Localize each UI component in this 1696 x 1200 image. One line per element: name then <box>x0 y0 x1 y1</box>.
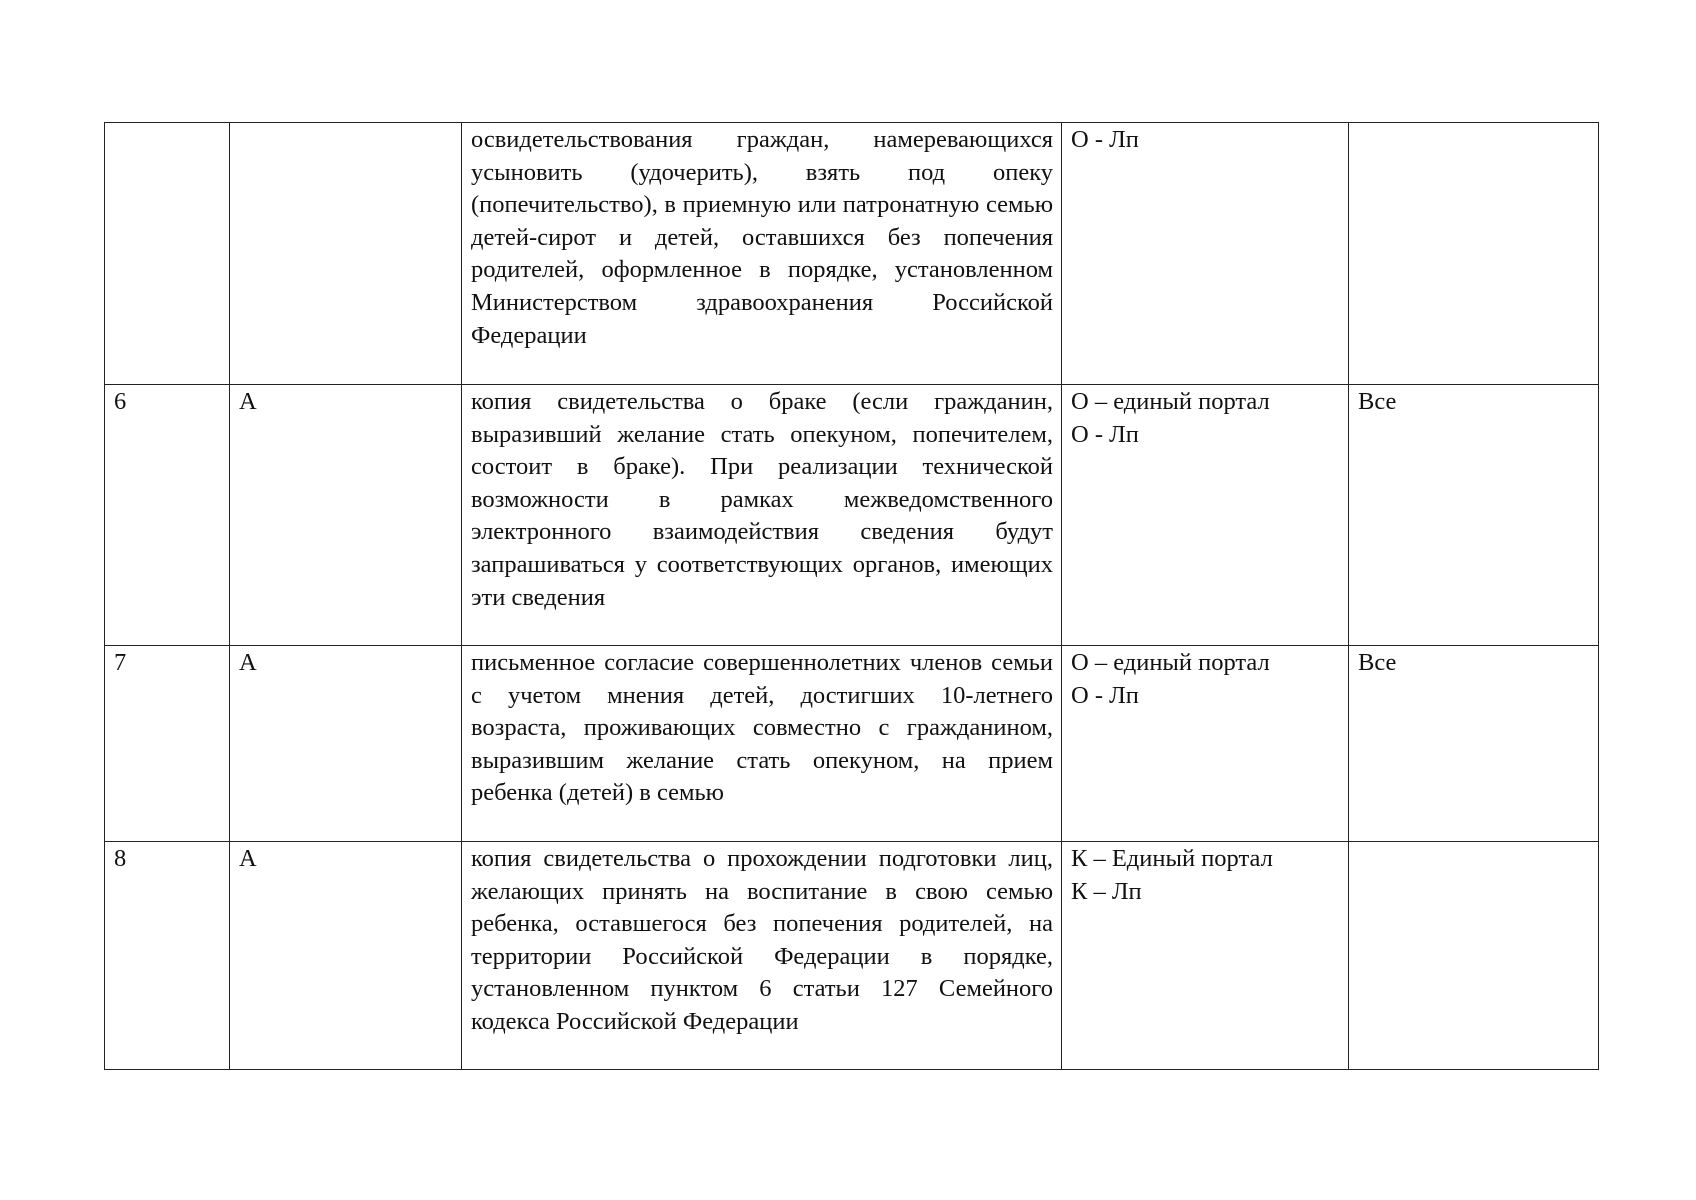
category-cell: А <box>230 842 462 1070</box>
source-cell <box>1062 842 1349 1070</box>
source-cell <box>1062 646 1349 842</box>
row-number-cell: 6 <box>105 385 230 646</box>
documents-table <box>104 122 1599 1070</box>
table-row <box>105 842 1599 1070</box>
table-row <box>105 646 1599 842</box>
category-cell: А <box>230 646 462 842</box>
source-line: К – Лп <box>1071 877 1142 905</box>
applies-cell: Все <box>1349 385 1599 646</box>
source-line: О – единый портал <box>1071 649 1270 676</box>
applies-cell: Все <box>1349 646 1599 842</box>
source-cell <box>1062 123 1349 385</box>
applies-cell <box>1349 842 1599 1070</box>
description-cell: освидетельствования граждан, намеревающихся усыновить (удочерить), взять под опеку (попечительство), в приемную или патронатную семью детей-сирот и детей, оставшихся без попечения родителей, оформленное в порядке, установленном Министерством здравоохранения Российской Федерации <box>462 123 1062 385</box>
category-cell <box>230 123 462 385</box>
table-row <box>105 123 1599 385</box>
description-cell: письменное согласие совершеннолетних членов семьи с учетом мнения детей, достигших 10-летнего возраста, проживающих совместно с гражданином, выразившим желание стать опекуном, на прием ребенка (детей) в семью <box>462 646 1062 842</box>
applies-cell <box>1349 123 1599 385</box>
description-cell: копия свидетельства о прохождении подготовки лиц, желающих принять на воспитание в свою семью ребенка, оставшегося без попечения родителей, на территории Российской Федерации в порядке, установленном пунктом 6 статьи 127 Семейного кодекса Российской Федерации <box>462 842 1062 1070</box>
source-line: О - Лп <box>1071 126 1139 153</box>
source-line: К – Единый портал <box>1071 845 1273 872</box>
source-line: О - Лп <box>1071 420 1139 448</box>
category-cell: А <box>230 385 462 646</box>
row-number-cell: 7 <box>105 646 230 842</box>
source-cell <box>1062 385 1349 646</box>
description-cell: копия свидетельства о браке (если гражданин, выразивший желание стать опекуном, попечителем, состоит в браке). При реализации технической возможности в рамках межведомственного электронного взаимодействия сведения будут запрашиваться у соответствующих органов, имеющих эти сведения <box>462 385 1062 646</box>
source-line: О – единый портал <box>1071 388 1270 415</box>
table-row <box>105 385 1599 646</box>
row-number-cell: 8 <box>105 842 230 1070</box>
source-line: О - Лп <box>1071 681 1139 709</box>
row-number-cell <box>105 123 230 385</box>
